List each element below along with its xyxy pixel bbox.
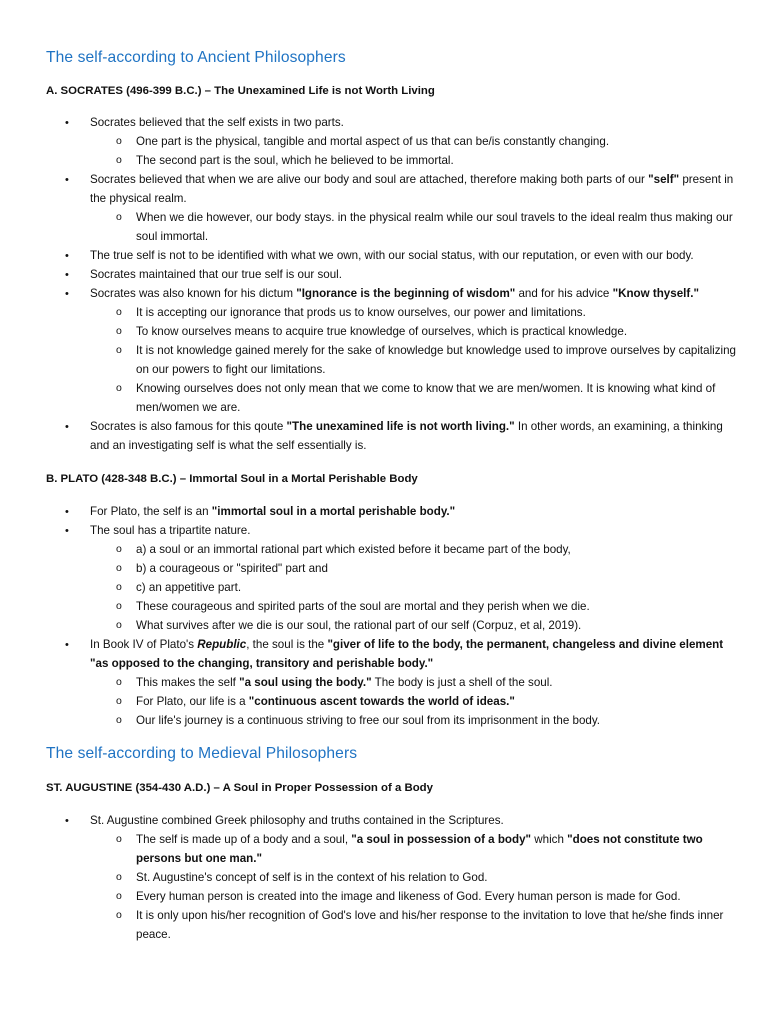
text-run: St. Augustine combined Greek philosophy and truths contained in the Scriptures. (90, 814, 504, 827)
text-run: "giver of life to the body, the permanent, changeless and divine element (327, 638, 724, 651)
sub-bullet-item (136, 619, 581, 633)
bullet-item (90, 287, 699, 301)
list-item-continuation (90, 439, 366, 453)
text-run: "Ignorance is the beginning of wisdom" (296, 287, 516, 300)
text-run: It is only upon his/her recognition of God's love and his/her response to the invitation to love that he/she finds inner (136, 909, 724, 922)
text-run: peace. (136, 928, 171, 941)
text-run: It is not knowledge gained merely for the sake of knowledge but knowledge used to improve ourselves by capitalizing (136, 344, 736, 357)
list-item-continuation (136, 401, 240, 415)
text-run: This makes the self (136, 676, 240, 689)
text-run: Socrates believed that the self exists in two parts. (90, 116, 344, 129)
bullet-item (90, 505, 455, 519)
sub-bullet-item (136, 562, 328, 576)
text-run: "a soul in possession of a body" (351, 833, 532, 846)
text-run: Our life's journey is a continuous striving to free our soul from its imprisonment in the body. (136, 714, 601, 727)
text-run: "Know thyself." (612, 287, 699, 300)
bullet-item (90, 268, 342, 282)
text-run: Every human person is created into the image and likeness of God. Every human person is made for God. (136, 890, 681, 903)
list-item-continuation (136, 230, 208, 244)
text-run: Socrates is also famous for this qoute (90, 420, 287, 433)
sub-bullet-item (136, 909, 723, 923)
bullet-item (90, 173, 733, 187)
sub-bullet-item (136, 695, 515, 709)
text-run: In Book IV of Plato's (90, 638, 198, 651)
text-run: and for his advice (515, 287, 613, 300)
bullet-item (90, 116, 344, 130)
list-item-continuation (90, 657, 433, 671)
text-run: "The unexamined life is not worth living." (286, 420, 515, 433)
sub-bullet-item (136, 543, 571, 557)
sub-bullet-item (136, 154, 454, 168)
subsection-heading-augustine: ST. AUGUSTINE (354-430 A.D.) – A Soul in Proper Possession of a Body (46, 782, 433, 794)
sub-bullet-item (136, 135, 609, 149)
sub-bullet-item (136, 871, 488, 885)
text-run: Socrates maintained that our true self is our soul. (90, 268, 342, 281)
text-run: b) a courageous or "spirited" part and (136, 562, 328, 575)
text-run: The self is made up of a body and a soul, (136, 833, 352, 846)
text-run: It is accepting our ignorance that prods us to know ourselves, our power and limitations. (136, 306, 586, 319)
section-title-medieval: The self-according to Medieval Philosophers (46, 745, 358, 762)
text-run: In other words, an examining, a thinking (514, 420, 723, 433)
list-item-continuation (136, 363, 325, 377)
sub-bullet-item (136, 600, 590, 614)
sub-bullet-item (136, 581, 241, 595)
sub-bullet-item (136, 211, 733, 225)
bullet-item (90, 524, 250, 538)
text-run: which (531, 833, 568, 846)
bullet-item (90, 638, 723, 652)
text-run: , the soul is the (246, 638, 328, 651)
text-run: The true self is not to be identified with what we own, with our social status, with our reputation, or even with our body. (90, 249, 694, 262)
subsection-heading-socrates: A. SOCRATES (496-399 B.C.) – The Unexamined Life is not Worth Living (46, 85, 435, 97)
text-run: Socrates believed that when we are alive our body and soul are attached, therefore making both parts of our (90, 173, 649, 186)
bullet-item (90, 249, 694, 263)
text-run: For Plato, our life is a (136, 695, 249, 708)
text-run: The second part is the soul, which he believed to be immortal. (136, 154, 454, 167)
text-run: The body is just a shell of the soul. (371, 676, 553, 689)
text-run: on our powers to fight our limitations. (136, 363, 326, 376)
sub-bullet-item (136, 676, 553, 690)
text-run: When we die however, our body stays. in the physical realm while our soul travels to the ideal realm thus making our (136, 211, 733, 224)
text-run: "a soul using the body." (239, 676, 372, 689)
sub-bullet-item (136, 325, 627, 339)
text-run: "self" (648, 173, 680, 186)
bullet-item (90, 814, 504, 828)
text-run: "continuous ascent towards the world of ideas." (248, 695, 515, 708)
text-run: Socrates was also known for his dictum (90, 287, 297, 300)
text-run: St. Augustine's concept of self is in the context of his relation to God. (136, 871, 488, 884)
sub-bullet-item (136, 344, 736, 358)
text-run: "immortal soul in a mortal perishable body." (211, 505, 456, 518)
text-run: the physical realm. (90, 192, 187, 205)
text-run: "does not constitute two (567, 833, 703, 846)
text-run: To know ourselves means to acquire true knowledge of ourselves, which is practical knowledge. (136, 325, 628, 338)
list-item-continuation (136, 928, 171, 942)
text-run: Republic (197, 638, 247, 651)
text-run: men/women we are. (136, 401, 241, 414)
text-run: One part is the physical, tangible and mortal aspect of us that can be/is constantly changing. (136, 135, 610, 148)
text-run: present in (679, 173, 734, 186)
sub-bullet-item (136, 833, 703, 847)
text-run: and an investigating self is what the self essentially is. (90, 439, 367, 452)
subsection-heading-plato: B. PLATO (428-348 B.C.) – Immortal Soul in a Mortal Perishable Body (46, 473, 418, 485)
text-run: These courageous and spirited parts of the soul are mortal and they perish when we die. (136, 600, 590, 613)
list-item-continuation (136, 852, 262, 866)
sub-bullet-item (136, 714, 600, 728)
text-run: For Plato, the self is an (90, 505, 212, 518)
sub-bullet-item (136, 382, 715, 396)
bullet-item (90, 420, 723, 434)
text-run: What survives after we die is our soul, the rational part of our self (Corpuz, et al, 2019). (136, 619, 582, 632)
text-run: soul immortal. (136, 230, 209, 243)
sub-bullet-item (136, 306, 586, 320)
text-run: a) a soul or an immortal rational part which existed before it became part of the body, (136, 543, 571, 556)
sub-bullet-item (136, 890, 681, 904)
text-run: persons but one man." (136, 852, 262, 865)
text-run: Knowing ourselves does not only mean that we come to know that we are men/women. It is knowing what kind of (136, 382, 716, 395)
section-title-ancient: The self-according to Ancient Philosophers (46, 49, 346, 66)
list-item-continuation (90, 192, 187, 206)
text-run: "as opposed to the changing, transitory and perishable body." (90, 657, 434, 670)
text-run: The soul has a tripartite nature. (90, 524, 251, 537)
text-run: c) an appetitive part. (136, 581, 242, 594)
